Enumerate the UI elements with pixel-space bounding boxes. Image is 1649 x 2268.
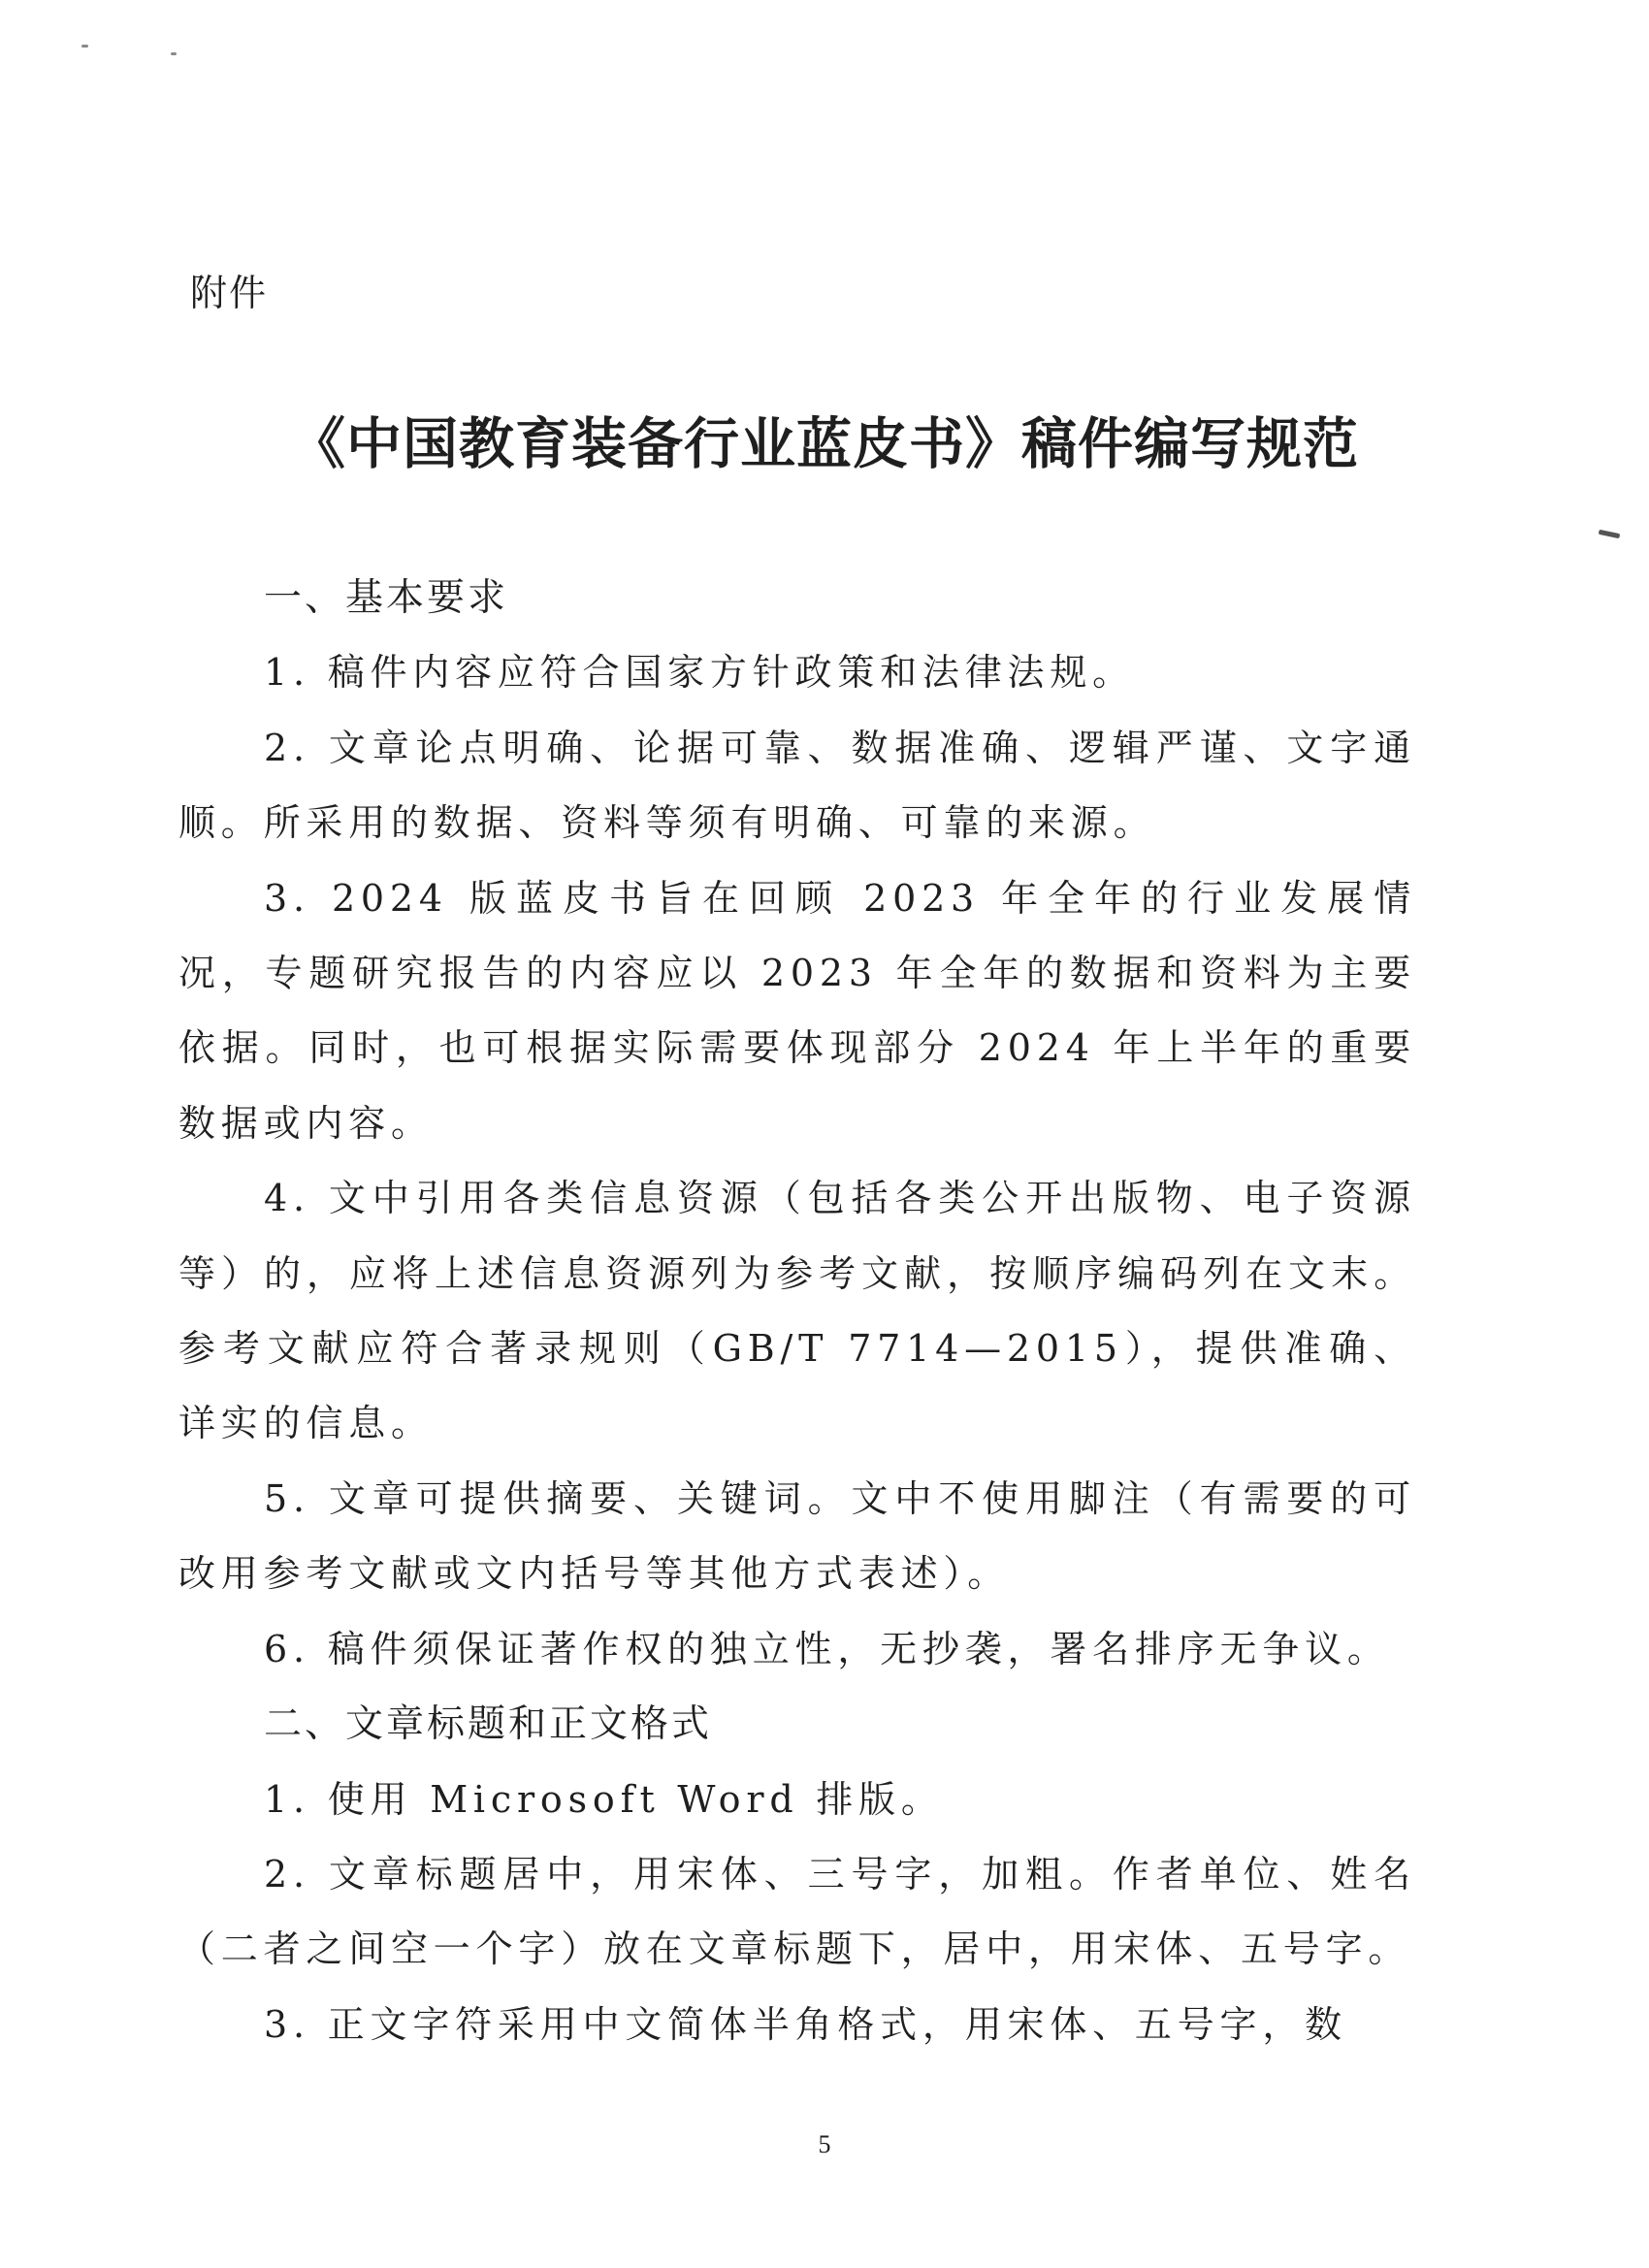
- paragraph: 6. 稿件须保证著作权的独立性，无抄袭，署名排序无争议。: [264, 1627, 1390, 1670]
- scan-speck: [171, 52, 177, 55]
- paragraph: 4. 文中引用各类信息资源（包括各类公开出版物、电子资源等）的，应将上述信息资源列为参考文献，按顺序编码列在文末。参考文献应符合著录规则（GB/T 7714—2015），提供准确、详实的信息。: [178, 1177, 1416, 1445]
- paragraph: 2. 文章论点明确、论据可靠、数据准确、逻辑严谨、文字通顺。所采用的数据、资料等须有明确、可靠的来源。: [178, 726, 1416, 845]
- paragraph: 1. 使用 Microsoft Word 排版。: [264, 1777, 944, 1821]
- section-heading: 二、文章标题和正文格式: [264, 1702, 713, 1747]
- paragraph: 3. 2024 版蓝皮书旨在回顾 2023 年全年的行业发展情况，专题研究报告的内容应以 2023 年全年的数据和资料为主要依据。同时，也可根据实际需要体现部分 2024 年上半年的重要数据或内容。: [178, 876, 1416, 1145]
- scan-speck: [1599, 530, 1621, 538]
- scan-speck: [81, 45, 88, 48]
- attachment-label: 附件: [190, 272, 269, 314]
- document-title: 《中国教育装备行业蓝皮书》稿件编写规范: [290, 411, 1359, 476]
- paragraph: 1. 稿件内容应符合国家方针政策和法律法规。: [264, 651, 1135, 695]
- section-title-and-body-format: [178, 1687, 1416, 2062]
- paragraph: 2. 文章标题居中，用宋体、三号字，加粗。作者单位、姓名（二者之间空一个字）放在文章标题下，居中，用宋体、五号字。: [178, 1852, 1416, 1971]
- page-number: 5: [818, 2130, 831, 2158]
- document-body: [178, 561, 1416, 2062]
- section-basic-requirements: [178, 561, 1416, 1687]
- paragraph: 3. 正文字符采用中文简体半角格式，用宋体、五号字，数: [264, 2002, 1347, 2046]
- paragraph: 5. 文章可提供摘要、关键词。文中不使用脚注（有需要的可改用参考文献或文内括号等其他方式表述）。: [178, 1476, 1416, 1596]
- section-heading: 一、基本要求: [264, 576, 509, 620]
